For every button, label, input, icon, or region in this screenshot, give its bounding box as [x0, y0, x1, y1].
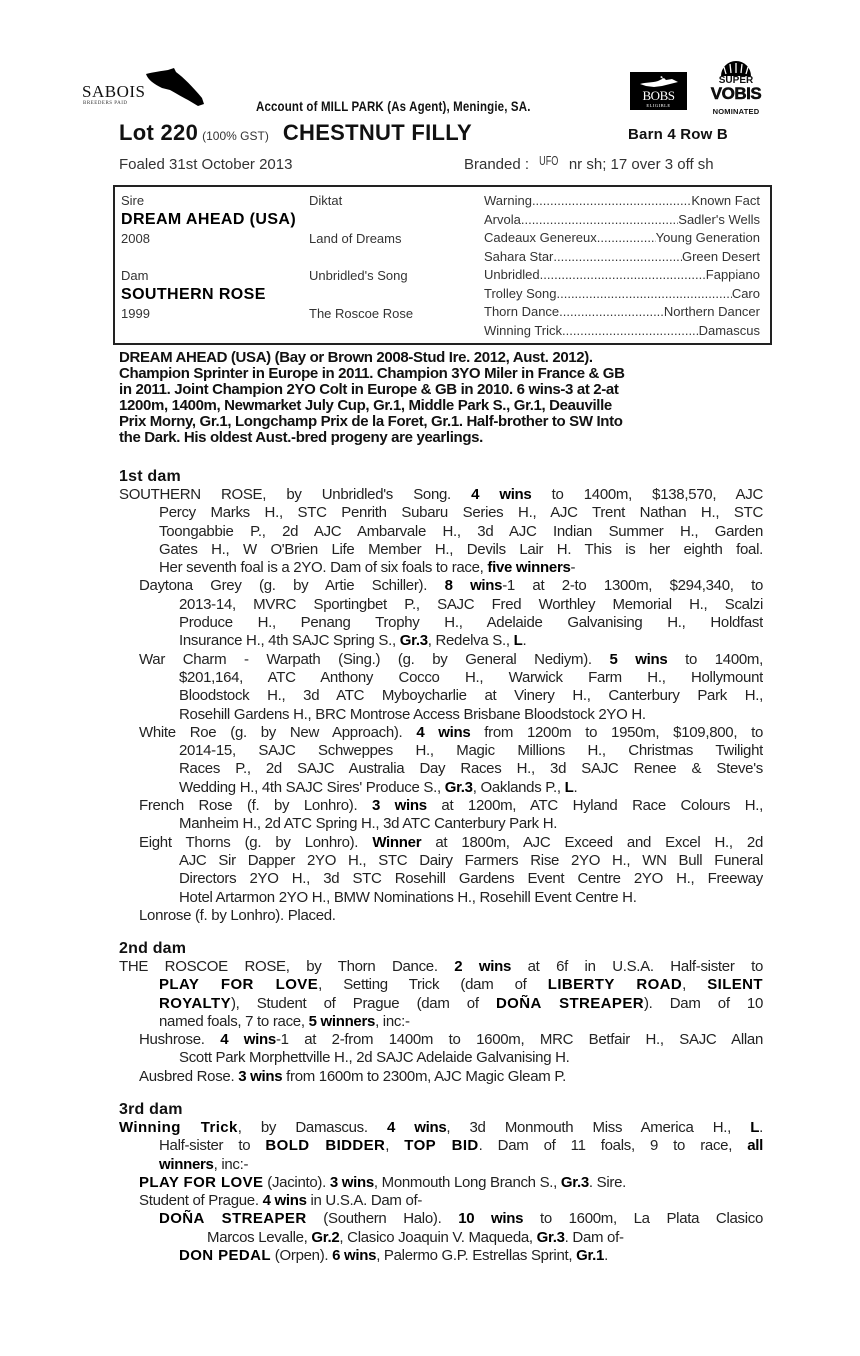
text-line — [119, 815, 763, 833]
barn-location: Barn 4 Row B — [628, 126, 728, 143]
text-run: from 1600m to 2300m, AJC Magic Gleam P. — [282, 1067, 566, 1085]
horse-head-icon — [140, 68, 206, 108]
sire-year-row — [121, 229, 476, 248]
text-run: -1 at 2-from 1400m to 1600m, MRC Betfair H., SAJC Allan — [275, 1031, 763, 1049]
sire-summary-line: in 2011. Joint Champion 2YO Colt in Europe & GB in 2010. 6 wins-3 at 2-at — [119, 381, 619, 398]
text-line — [119, 907, 763, 925]
grandparent-name: Trolley Song — [484, 285, 557, 301]
emphasis: Gr.1 — [576, 1247, 605, 1265]
text-run: $201,164, ATC Anthony Cocco H., Warwick Farm H., Hollymount — [179, 668, 763, 686]
branded-label: Branded : — [464, 156, 530, 173]
text-run: , inc:- — [375, 1012, 410, 1030]
dam-sire: Unbridled's Song — [309, 268, 408, 283]
text-run: Produce H., Penang Trophy H., Adelaide Galvanising H., Holdfast — [179, 614, 763, 632]
grandparent-name: Thorn Dance — [484, 304, 560, 319]
text-run: , by Damascus. — [237, 1119, 387, 1136]
grandparent-name: Arvola — [484, 211, 521, 227]
text-run: ). Dam of 10 — [643, 994, 763, 1012]
great-grandsire-name: Northern Dancer — [664, 303, 760, 322]
sire-summary-line: Prix Morny, Gr.1, Longchamp Prix de la Foret, Gr.1. Half-brother to SW Into — [119, 413, 623, 430]
text-line — [119, 577, 763, 595]
pedigree-grandparents — [484, 192, 760, 340]
emphasis: 3 wins — [371, 797, 427, 815]
grandparent-row — [484, 322, 760, 341]
text-run: War Charm - Warpath (Sing.) (g. by General Nediym). — [139, 650, 610, 668]
text-run: at 6f in U.S.A. Half-sister to — [511, 958, 763, 975]
grandparent-row — [484, 211, 760, 230]
text-line — [119, 541, 763, 559]
bobs-wordmark: BOBS — [642, 88, 675, 103]
text-line — [119, 742, 763, 760]
leader-dots — [521, 211, 678, 230]
lot-number: Lot 220 — [119, 120, 199, 145]
text-run: Bloodstock H., 3d ATC Myboycharlie at Vinery H., Canterbury Park H., — [179, 687, 763, 705]
horse-name-bold: SILENT — [707, 976, 763, 994]
first-dam-heading: 1st dam — [119, 468, 181, 485]
text-run: Percy Marks H., STC Penrith Subaru Series H., AJC Trent Nathan H., STC — [159, 504, 763, 522]
great-grandsire-name: Caro — [732, 285, 760, 304]
emphasis: Gr.2 — [311, 1228, 340, 1246]
text-line — [119, 559, 763, 577]
horse-name-bold: Winning Trick — [119, 1119, 238, 1136]
emphasis: Gr.3 — [536, 1228, 565, 1246]
text-run: Races P., 2d SAJC Australia Day Races H., 3d SAJC Renee & Steve's — [179, 760, 763, 778]
bobs-subtitle: ELIGIBLE — [646, 103, 671, 108]
text-run: Directors 2YO H., 3d STC Rosehill Gardens Event Centre 2YO H., Freeway — [179, 870, 763, 888]
text-run: Wedding H., 4th SAJC Sires' Produce S., — [179, 778, 445, 796]
leader-dots — [559, 303, 664, 322]
horse-name-bold: BOLD BIDDER — [265, 1137, 386, 1155]
emphasis: 2 wins — [454, 958, 512, 975]
text-line — [119, 1049, 763, 1067]
text-run: in U.S.A. Dam of- — [306, 1192, 423, 1210]
text-run: (Jacinto). — [263, 1173, 330, 1191]
text-line — [119, 852, 763, 870]
text-line — [119, 834, 763, 852]
text-line — [119, 687, 763, 705]
sire-summary — [119, 350, 775, 446]
sabois-logo — [82, 68, 202, 108]
emphasis: 4 wins — [416, 723, 471, 741]
sire-sire: Diktat — [309, 193, 343, 208]
text-run: -1 at 2-to 1300m, $294,340, to — [502, 577, 763, 595]
text-run: (Orpen). — [270, 1247, 333, 1265]
text-line — [119, 504, 763, 522]
text-run: Ausbred Rose. — [139, 1067, 239, 1085]
emphasis: 4 wins — [471, 486, 532, 503]
text-run: Gates H., W O'Brien Life Member H., Devils Lair H. This is her eighth foal. — [159, 540, 763, 558]
emphasis: Gr.3 — [444, 778, 473, 796]
text-line — [119, 486, 763, 504]
emphasis: five winners — [487, 559, 571, 577]
horse-name-bold: PLAY FOR LOVE — [139, 1173, 264, 1191]
gst-note: (100% GST) — [202, 129, 269, 143]
emphasis: Winner — [372, 833, 422, 851]
text-run: . — [573, 778, 578, 796]
grandparent-name: Sahara Star — [484, 248, 554, 264]
great-grandsire-name: Green Desert — [682, 248, 760, 267]
horse-name-bold: DOÑA STREAPER — [495, 994, 644, 1012]
text-run: Eight Thorns (g. by Lonhro). — [139, 833, 373, 851]
text-run: to 1600m, La Plata Clasico — [523, 1210, 763, 1228]
sire-name-row — [121, 210, 476, 229]
text-line — [119, 1119, 763, 1137]
great-grandsire-name: Fappiano — [706, 266, 760, 285]
brand-mark-icon: UFO — [539, 153, 559, 168]
text-run: , Redelva S., — [427, 632, 514, 650]
emphasis: 3 wins — [329, 1173, 374, 1191]
emphasis: Gr.3 — [399, 632, 428, 650]
dam-year: 1999 — [121, 306, 150, 321]
text-run: to 1400m, — [667, 650, 763, 668]
text-run: . — [759, 1119, 763, 1136]
grandparent-row — [484, 192, 760, 211]
text-line — [119, 1031, 763, 1049]
sire-summary-line: Champion Sprinter in Europe in 2011. Champion 3YO Miler in France & GB — [119, 365, 625, 382]
dam-year-row — [121, 304, 476, 323]
text-line — [119, 1210, 763, 1228]
emphasis: 5 winners — [308, 1012, 376, 1030]
spacer — [121, 248, 476, 266]
text-line — [119, 1013, 763, 1031]
text-line — [119, 724, 763, 742]
text-run: , Palermo G.P. Estrellas Sprint, — [376, 1247, 577, 1265]
text-line — [119, 1174, 763, 1192]
text-run: . — [604, 1247, 608, 1265]
text-run: , Setting Trick (dam of — [318, 976, 548, 994]
vendor-account: Account of MILL PARK (As Agent), Meningie, SA. — [256, 98, 531, 114]
great-grandsire-name: Damascus — [699, 322, 760, 341]
text-run: (Southern Halo). — [306, 1210, 459, 1228]
text-line — [119, 632, 763, 650]
horse-name-bold: TOP BID — [404, 1137, 479, 1155]
text-run: Lonrose (f. by Lonhro). Placed. — [139, 906, 336, 924]
grandparent-name: Warning — [484, 193, 532, 208]
text-run: named foals, 7 to race, — [159, 1012, 309, 1030]
text-run: , — [682, 976, 708, 994]
emphasis: winners — [159, 1155, 214, 1173]
sabois-wordmark: SABOIS — [82, 82, 146, 101]
text-run: THE ROSCOE ROSE, by Thorn Dance. — [119, 958, 455, 975]
leader-dots — [540, 266, 706, 285]
emphasis: L — [750, 1119, 760, 1136]
text-line — [119, 976, 763, 994]
pedigree-parents — [121, 191, 476, 323]
text-line — [119, 797, 763, 815]
horse-name-bold: ROYALTY — [159, 994, 231, 1012]
text-run: Marcos Levalle, — [207, 1228, 312, 1246]
sire-label-row — [121, 191, 476, 210]
text-line — [119, 779, 763, 797]
text-line — [119, 1192, 763, 1210]
grandparent-row — [484, 248, 760, 267]
leader-dots — [557, 285, 732, 304]
text-run: , — [385, 1137, 405, 1155]
text-run: , Clasico Joaquin V. Maqueda, — [339, 1228, 537, 1246]
dam-name-row — [121, 285, 476, 304]
text-run: Half-sister to — [159, 1137, 266, 1155]
leader-dots — [553, 248, 682, 267]
emphasis: 4 wins — [386, 1119, 447, 1136]
text-run: Daytona Grey (g. by Artie Schiller). — [139, 577, 445, 595]
leader-dots — [532, 192, 691, 211]
text-line — [119, 995, 763, 1013]
text-line — [119, 523, 763, 541]
grandparent-row — [484, 303, 760, 322]
text-run: . Dam of 11 foals, 9 to race, — [478, 1137, 748, 1155]
vobis-nominated-label: NOMINATED — [712, 107, 760, 116]
sunburst-icon — [719, 60, 753, 76]
emphasis: L — [513, 632, 523, 650]
grandparent-name: Unbridled — [484, 267, 540, 282]
dam-dam: The Roscoe Rose — [309, 306, 414, 321]
text-run: from 1200m to 1950m, $109,800, to — [470, 723, 763, 741]
text-line — [119, 870, 763, 888]
second-dam-body — [119, 958, 763, 1086]
emphasis: 3 wins — [238, 1067, 283, 1085]
text-run: ), Student of Prague (dam of — [230, 994, 496, 1012]
great-grandsire-name: Sadler's Wells — [678, 211, 760, 230]
grandparent-row — [484, 266, 760, 285]
leader-dots — [562, 322, 699, 341]
horse-name-bold: LIBERTY ROAD — [547, 976, 683, 994]
vobis-super-label: SUPER — [718, 75, 754, 86]
grandparent-row — [484, 229, 760, 248]
vobis-wordmark: VOBIS — [710, 84, 762, 103]
foaled-date: Foaled 31st October 2013 — [119, 156, 293, 173]
text-run: - — [570, 559, 576, 577]
third-dam-heading: 3rd dam — [119, 1101, 183, 1118]
text-run: French Rose (f. by Lonhro). — [139, 797, 372, 815]
third-dam-body — [119, 1119, 763, 1265]
pedigree-table — [113, 185, 772, 345]
grandparent-name: Winning Trick — [484, 322, 563, 338]
dam-label: Dam — [121, 268, 149, 283]
text-line — [119, 1247, 763, 1265]
text-run: to 1400m, $138,570, AJC — [531, 486, 763, 503]
text-run: Toongabbie P., 2d AJC Ambarvale H., 3d AJC Indian Summer H., Garden — [159, 522, 763, 540]
emphasis: 10 wins — [458, 1210, 524, 1228]
emphasis: Gr.3 — [560, 1173, 589, 1191]
text-run: , 3d Monmouth Miss America H., — [446, 1119, 751, 1136]
text-run: Hushrose. — [139, 1031, 221, 1049]
sire-dam: Land of Dreams — [309, 231, 402, 246]
text-run: . Sire. — [588, 1173, 626, 1191]
branding-info — [464, 153, 714, 173]
grandparent-name: Cadeaux Genereux — [484, 230, 597, 245]
dam-name: SOUTHERN ROSE — [121, 286, 266, 303]
text-run: Scott Park Morphettville H., 2d SAJC Adelaide Galvanising H. — [179, 1049, 570, 1067]
horse-description: CHESTNUT FILLY — [282, 120, 472, 145]
emphasis: L — [564, 778, 574, 796]
lot-line — [119, 120, 472, 146]
text-run: , inc:- — [213, 1155, 249, 1173]
second-dam-heading: 2nd dam — [119, 940, 187, 957]
super-vobis-logo — [700, 60, 772, 120]
emphasis: 8 wins — [444, 577, 503, 595]
text-run: at 1800m, AJC Exceed and Excel H., 2d — [421, 833, 763, 851]
emphasis: all — [747, 1137, 763, 1155]
text-run: . — [522, 632, 527, 650]
text-line — [119, 651, 763, 669]
text-run: Rosehill Gardens H., BRC Montrose Access Brisbane Bloodstock 2YO H. — [179, 705, 646, 723]
text-run: Hotel Artarmon 2YO H., BMW Nominations H., Rosehill Event Centre H. — [179, 888, 637, 906]
text-line — [119, 1137, 763, 1155]
text-run: White Roe (g. by New Approach). — [139, 723, 417, 741]
great-grandsire-name: Known Fact — [691, 192, 760, 211]
text-line — [119, 614, 763, 632]
emphasis: 6 wins — [332, 1247, 377, 1265]
great-grandsire-name: Young Generation — [656, 229, 760, 248]
branded-detail: nr sh; 17 over 3 off sh — [568, 156, 714, 173]
text-run: 2014-15, SAJC Schweppes H., Magic Millions H., Christmas Twilight — [179, 742, 763, 760]
text-run: AJC Sir Dapper 2YO H., STC Dairy Farmers Rise 2YO H., WN Bull Funeral — [179, 851, 763, 869]
sabois-subtitle: BREEDERS PAID — [83, 101, 128, 106]
text-line — [119, 760, 763, 778]
text-line — [119, 706, 763, 724]
grandparent-row — [484, 285, 760, 304]
sire-label: Sire — [121, 193, 145, 208]
first-dam-body — [119, 486, 763, 925]
text-line — [119, 1229, 763, 1247]
text-run: Her seventh foal is a 2YO. Dam of six foals to race, — [159, 559, 488, 577]
sire-summary-line: the Dark. His oldest Aust.-bred progeny are yearlings. — [119, 429, 483, 446]
text-line — [119, 1156, 763, 1174]
horse-name-bold: DOÑA STREAPER — [159, 1210, 307, 1228]
text-run: at 1200m, ATC Hyland Race Colours H., — [426, 797, 763, 815]
dam-label-row — [121, 266, 476, 285]
sire-summary-line: 1200m, 1400m, Newmarket July Cup, Gr.1, Middle Park S., Gr.1, Deauville — [119, 397, 612, 414]
sire-summary-line: DREAM AHEAD (USA) (Bay or Brown 2008-Stud Ire. 2012, Aust. 2012). — [119, 349, 593, 366]
text-line — [119, 958, 763, 976]
emphasis: 4 wins — [220, 1031, 276, 1049]
sire-name: DREAM AHEAD (USA) — [121, 211, 297, 228]
text-line — [119, 596, 763, 614]
horse-name-bold: PLAY FOR LOVE — [159, 976, 319, 994]
text-line — [119, 1068, 763, 1086]
text-line — [119, 889, 763, 907]
text-run: , Monmouth Long Branch S., — [373, 1173, 561, 1191]
text-run: , Oaklands P., — [472, 778, 565, 796]
text-run: . Dam of- — [564, 1228, 624, 1246]
text-run: SOUTHERN ROSE, by Unbridled's Song. — [119, 486, 472, 503]
text-run: Manheim H., 2d ATC Spring H., 3d ATC Canterbury Park H. — [179, 815, 558, 833]
text-line — [119, 669, 763, 687]
text-run: Insurance H., 4th SAJC Spring S., — [179, 632, 400, 650]
bobs-logo — [630, 72, 687, 110]
text-run: 2013-14, MVRC Sportingbet P., SAJC Fred Worthley Memorial H., Scalzi — [179, 595, 763, 613]
sire-year: 2008 — [121, 231, 150, 246]
emphasis: 5 wins — [609, 650, 668, 668]
horse-name-bold: DON PEDAL — [179, 1247, 271, 1265]
leader-dots — [597, 229, 656, 248]
emphasis: 4 wins — [262, 1192, 307, 1210]
text-run: Student of Prague. — [139, 1192, 263, 1210]
